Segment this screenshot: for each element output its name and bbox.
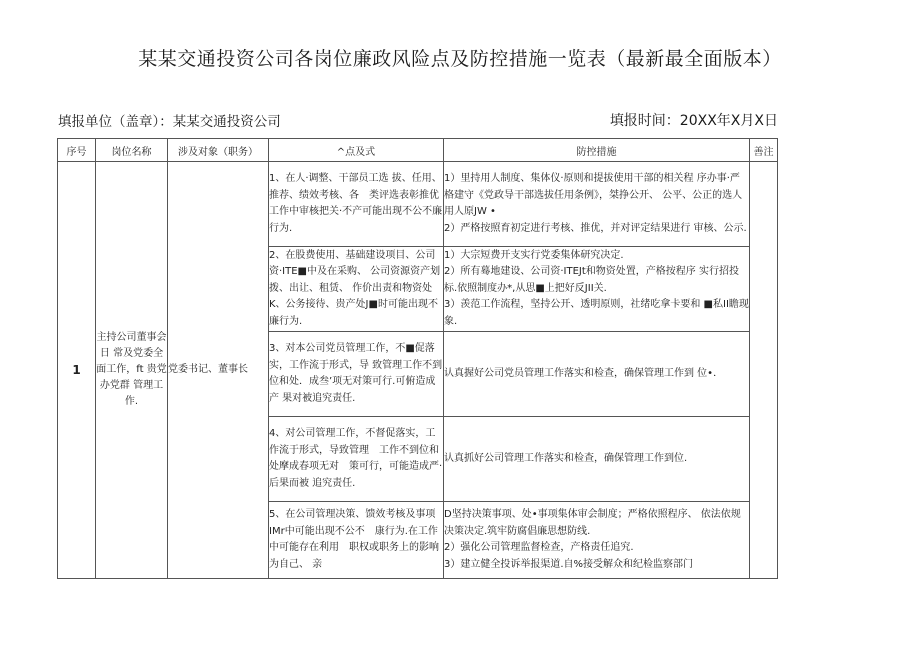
risk-point-1: 1、在人·调整、干部员工选 拔、任用、推荐、绩效考核、各 类评选表彰推优工作中审核把关·不产可能出现不公不廉行为. <box>269 162 444 247</box>
measure-block-2 <box>444 247 750 332</box>
involved-objects: 党委书记、董事长 <box>168 162 269 579</box>
filing-unit: 填报单位（盖章）：某某交通投资公司 <box>58 114 281 130</box>
risk-point-3: 3、对本公司党员管理工作，不■促落实，工作流于形式，导 致管理工作不到位和处．成叁’项无对策可行.可俯造成产 果对被追究责任. <box>269 332 444 417</box>
measure-item: 3）羡范工作流程，坚持公开、透明原则，社绪吃拿卡要和 ■私II瞻现象. <box>444 299 749 327</box>
measure-block-5 <box>444 502 750 579</box>
row-number: 1 <box>58 162 96 579</box>
document-title: 某某交通投资公司各岗位廉政风险点及防控措施一览表（最新最全面版本） <box>138 48 782 70</box>
measure-item: 认真抓好公司管理工作落实和检查，确保管理工作到位. <box>444 452 688 464</box>
filing-time: 填报时间：20XX年X月X日 <box>609 113 778 129</box>
col-header-risk: ^点及式 <box>269 139 444 162</box>
col-header-remark: 善注 <box>750 139 778 162</box>
measure-item: 认真握好公司党员管理工作落实和检查，确保管理工作到 位•． <box>444 367 724 379</box>
risk-point-5: 5、在公司管理决策、馈效考核及事项IMr中可能出现不公不 康行为.在工作中可能存在利用 职权或职务上的影响为自己、 亲 <box>269 502 444 579</box>
measure-item: D坚持决策事项、处•事项集体审会制度；严格依照程序、 依法依规决策决定.筑牢防腐倡廉思想防线. <box>444 509 741 537</box>
measure-item: 1）里持用人制度、集体仪·原则和提拔使用干部的相关程 序办事·严格建守《党政导干部选拔任用条例》，桀挣公开、 公平、公正的选人用人原JW • <box>444 173 743 217</box>
measure-block-3 <box>444 332 750 417</box>
measure-block-1 <box>444 162 750 247</box>
col-header-objects: 涉及对象（职务） <box>168 139 269 162</box>
measure-item: 3）建立健全投诉举报渠道.自%接受解众和纪检监察部门 <box>444 558 694 570</box>
risk-table <box>57 138 778 579</box>
measure-item: 2）所有蓦地建设、公司资·ITEJt和物资处置，产格按程序 实行招投标.依照制度办*,从思■上把好反JII关. <box>444 266 739 294</box>
measure-item: 2）严格按照育初定进行考核、推优，并对评定结果进行 审核、公示. <box>444 222 747 234</box>
position-name: 主持公司董事会日 常及党委全 面工作，ft 贵党办党群 管理工作. <box>96 162 168 579</box>
col-header-position: 岗位名称 <box>96 139 168 162</box>
table-row <box>58 162 778 247</box>
risk-point-4: 4、对公司管理工作，不督促落实，工作流于形式，导致管理 工作不到位和处摩成春项无对 策可行，可能造成严·后果而被 追究责任. <box>269 417 444 502</box>
col-header-number: 序号 <box>58 139 96 162</box>
measure-item: 1）大宗短费开支实行党委集体研究决定. <box>444 249 624 261</box>
col-header-measures: 防控措施 <box>444 139 750 162</box>
measure-block-4 <box>444 417 750 502</box>
risk-point-2: 2、在股费使用、基础建设项目、公司资·ITE■中及在采购、 公司资源资产划拨、出让、租赁、 作价出责和物资处K、公务接待、贵产处J■时可能出现不廉行为. <box>269 247 444 332</box>
remark-cell <box>750 162 778 579</box>
measure-item: 2）强化公司管理监督检查，产格责任追究. <box>444 542 634 553</box>
table-header-row <box>58 139 778 162</box>
